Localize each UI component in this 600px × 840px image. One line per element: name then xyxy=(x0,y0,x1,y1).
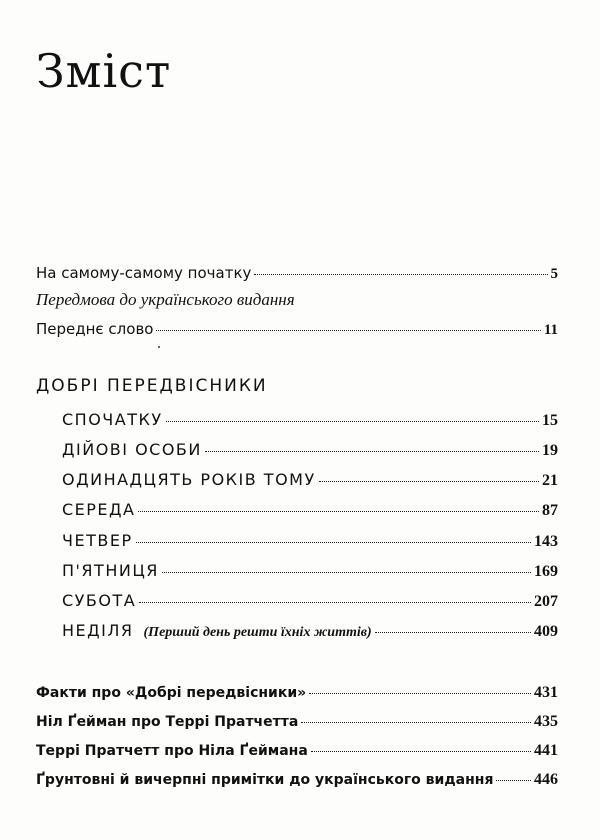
toc-chapter-label: ОДИНАДЦЯТЬ РОКІВ ТОМУ xyxy=(62,470,316,489)
toc-page-number: 169 xyxy=(534,563,558,580)
toc-chapter-label: СЕРЕДА xyxy=(62,500,136,519)
toc-chapter-label: СПОЧАТКУ xyxy=(62,410,163,429)
dot-leader xyxy=(139,602,531,603)
toc-page-number: 441 xyxy=(534,742,558,759)
toc-entry-label: Ніл Ґейман про Террі Пратчетта xyxy=(36,714,299,730)
toc-page-number: 21 xyxy=(542,472,558,489)
toc-entry-foreword-ua[interactable] xyxy=(36,264,558,283)
dot-leader xyxy=(136,542,531,543)
section-heading: ДОБРІ ПЕРЕДВІСНИКИ xyxy=(36,376,268,396)
toc-entry-label: Ґрунтовні й вичерпні примітки до українського видання xyxy=(36,772,494,788)
toc-page-number: 207 xyxy=(534,593,558,610)
print-speck xyxy=(158,346,160,348)
page-title: Зміст xyxy=(36,44,172,98)
toc-entry-gaiman-on-pratchett[interactable] xyxy=(36,713,558,731)
toc-entry-label: На самому-самому початку xyxy=(36,264,252,282)
toc-chapter-note: (Перший день решти їхніх життів) xyxy=(143,625,372,640)
toc-page-number: 15 xyxy=(542,412,558,429)
toc-chapter-2[interactable] xyxy=(62,440,558,460)
toc-page-number: 435 xyxy=(534,713,558,730)
toc-page-number: 143 xyxy=(534,533,558,550)
toc-chapter-5[interactable] xyxy=(62,531,558,551)
toc-entry-label: Факти про «Добрі передвісники» xyxy=(36,685,307,701)
dot-leader xyxy=(162,572,531,573)
toc-entry-preface[interactable] xyxy=(36,320,558,339)
toc-entry-label: Переднє слово xyxy=(36,320,154,338)
dot-leader xyxy=(138,511,539,512)
dot-leader xyxy=(319,481,539,482)
toc-entry-facts[interactable] xyxy=(36,684,558,702)
toc-chapter-3[interactable] xyxy=(62,470,558,490)
toc-entry-subtitle: Передмова до українського видання xyxy=(36,290,295,309)
toc-page-number: 11 xyxy=(543,322,558,338)
toc-chapter-6[interactable] xyxy=(62,561,558,581)
toc-page-number: 446 xyxy=(534,771,558,788)
dot-leader xyxy=(496,780,531,781)
toc-page-number: 19 xyxy=(542,442,558,459)
toc-chapter-label: НЕДІЛЯ xyxy=(62,621,134,640)
toc-chapter-1[interactable] xyxy=(62,410,558,430)
dot-leader xyxy=(301,722,531,723)
toc-chapter-7[interactable] xyxy=(62,591,558,611)
toc-entry-notes[interactable] xyxy=(36,771,558,789)
dot-leader xyxy=(311,751,531,752)
toc-entry-pratchett-on-gaiman[interactable] xyxy=(36,742,558,760)
toc-chapter-8[interactable] xyxy=(62,621,558,641)
toc-chapter-4[interactable] xyxy=(62,500,558,520)
dot-leader xyxy=(156,330,540,331)
dot-leader xyxy=(254,274,547,275)
toc-page-number: 409 xyxy=(534,623,558,640)
toc-chapter-label: ДІЙОВІ ОСОБИ xyxy=(62,440,202,459)
toc-page-number: 87 xyxy=(542,502,558,519)
toc-chapter-label: П'ЯТНИЦЯ xyxy=(62,561,159,580)
toc-chapter-label: ЧЕТВЕР xyxy=(62,531,133,550)
dot-leader xyxy=(166,421,539,422)
dot-leader xyxy=(375,632,531,633)
toc-page-number: 5 xyxy=(550,266,558,282)
dot-leader xyxy=(309,693,531,694)
toc-entry-label: Террі Пратчетт про Ніла Ґеймана xyxy=(36,743,308,759)
dot-leader xyxy=(205,451,539,452)
toc-chapter-label: СУБОТА xyxy=(62,591,137,610)
toc-page-number: 431 xyxy=(534,684,558,701)
